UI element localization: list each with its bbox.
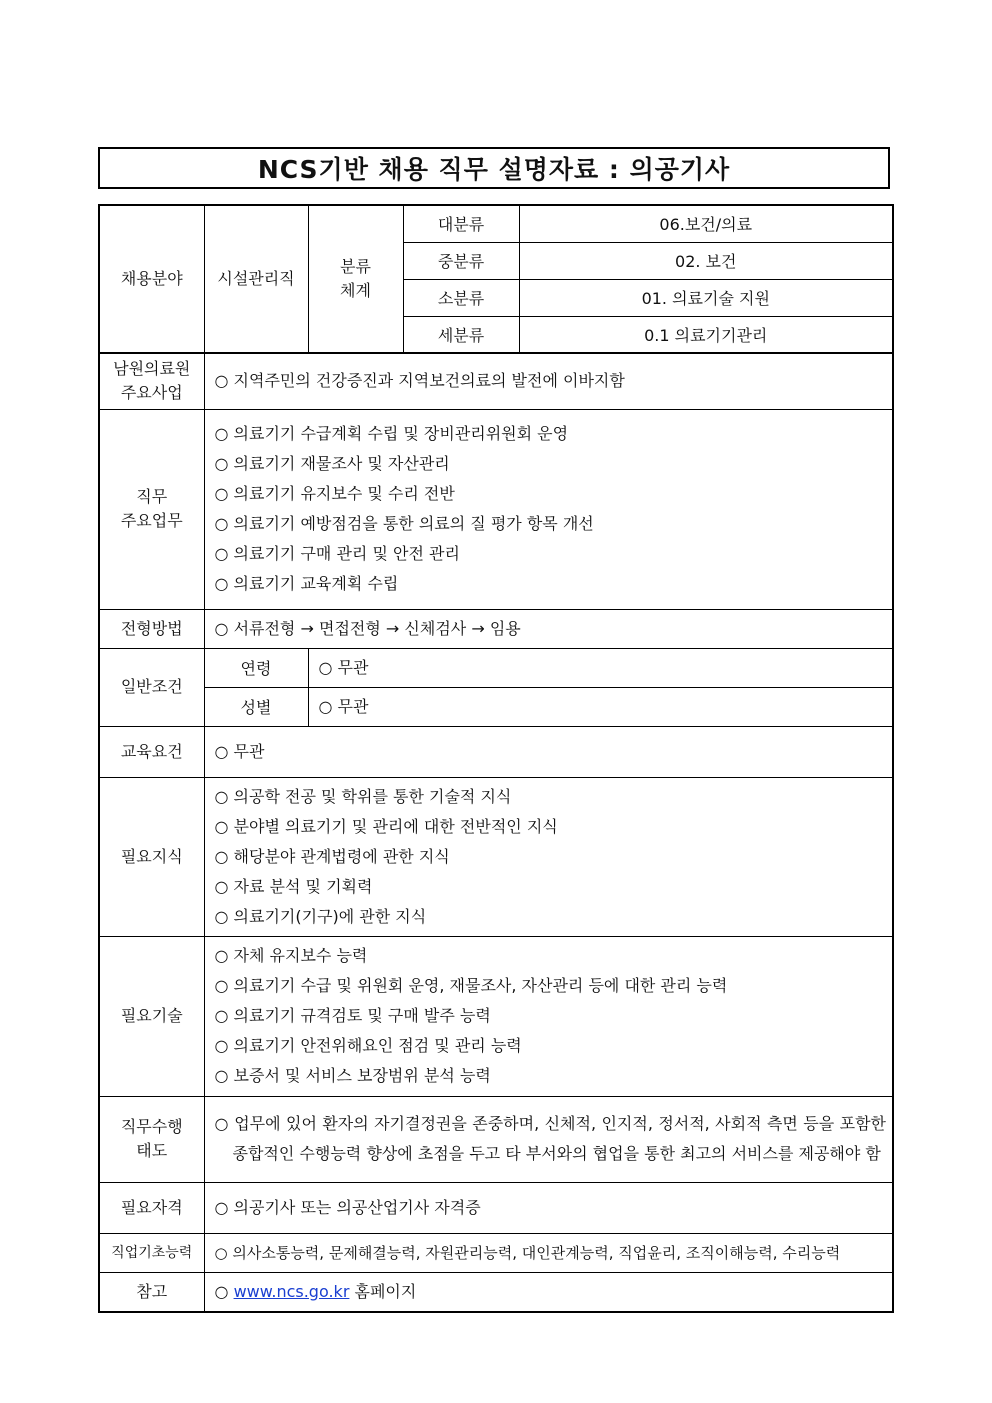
education-text: ○ 무관 xyxy=(204,726,893,777)
license-label: 필요자격 xyxy=(99,1182,204,1233)
classification-label-line1: 분류 xyxy=(340,257,371,276)
education-label: 교육요건 xyxy=(99,726,204,777)
list-item: ○ 의료기기 규격검토 및 구매 발주 능력 xyxy=(214,1006,491,1025)
basic-label: 직업기초능력 xyxy=(99,1233,204,1272)
general-row-age xyxy=(99,648,893,687)
category-value: 06.보건/의료 xyxy=(519,205,893,242)
list-item: ○ 의료기기 교육계획 수립 xyxy=(214,574,399,593)
sex-label: 성별 xyxy=(204,687,308,726)
list-item: ○ 의료기기 예방점검을 통한 의료의 질 평가 항목 개선 xyxy=(214,514,594,533)
age-label: 연령 xyxy=(204,648,308,687)
category-key: 세분류 xyxy=(403,316,519,353)
list-item: ○ 해당분야 관계법령에 관한 지식 xyxy=(214,846,450,866)
category-value: 02. 보건 xyxy=(519,242,893,279)
general-row-sex xyxy=(99,687,893,726)
job-description-table xyxy=(98,204,894,1313)
basic-text: ○ 의사소통능력, 문제해결능력, 자원관리능력, 대인관계능력, 직업윤리, 조직이해능력, 수리능력 xyxy=(204,1233,893,1272)
license-text: ○ 의공기사 또는 의공산업기사 자격증 xyxy=(204,1182,893,1233)
age-value: ○ 무관 xyxy=(308,648,893,687)
category-key: 소분류 xyxy=(403,279,519,316)
attitude-label-line1: 직무수행 xyxy=(120,1117,183,1136)
arrow-icon: → xyxy=(385,618,400,638)
business-label xyxy=(99,353,204,409)
classification-system-label xyxy=(308,205,403,353)
duties-row xyxy=(99,409,893,609)
category-value: 01. 의료기술 지원 xyxy=(519,279,893,316)
list-item: ○ 의료기기 유지보수 및 수리 전반 xyxy=(214,484,455,503)
selection-step: 신체검사 xyxy=(404,618,467,638)
attitude-cell xyxy=(204,1096,893,1182)
business-text: ○ 지역주민의 건강증진과 지역보건의료의 발전에 이바지함 xyxy=(204,353,893,409)
license-row xyxy=(99,1182,893,1233)
reference-suffix: 홈페이지 xyxy=(354,1281,417,1301)
list-item: ○ 의공학 전공 및 학위를 통한 기술적 지식 xyxy=(214,786,512,806)
bullet: ○ xyxy=(214,1281,229,1301)
duties-label-line1: 직무 xyxy=(136,487,168,506)
general-label: 일반조건 xyxy=(99,648,204,726)
list-item: ○ 의료기기(기구)에 관한 지식 xyxy=(214,906,427,926)
reference-row xyxy=(99,1272,893,1312)
list-item: ○ 분야별 의료기기 및 관리에 대한 전반적인 지식 xyxy=(214,816,558,836)
bullet: ○ xyxy=(214,618,229,638)
selection-step: 면접전형 xyxy=(318,618,381,638)
skills-list xyxy=(204,936,893,1096)
skills-label: 필요기술 xyxy=(99,936,204,1096)
list-item: ○ 의료기기 구매 관리 및 안전 관리 xyxy=(214,544,460,563)
classification-label-line2: 체계 xyxy=(340,281,371,300)
reference-label: 참고 xyxy=(99,1272,204,1312)
knowledge-row xyxy=(99,777,893,936)
attitude-label-line2: 태도 xyxy=(136,1141,168,1160)
list-item: ○ 의료기기 수급 및 위원회 운영, 재물조사, 자산관리 등에 대한 관리 능력 xyxy=(214,976,728,995)
classification-row-1 xyxy=(99,205,893,242)
attitude-text: ○ 업무에 있어 환자의 자기결정권을 존중하며, 신체적, 인지적, 정서적, 사회적 측면 등을 포함한 종합적인 수행능력 향상에 초점을 두고 타 부서와의 협업을 통한 최고의 서비스를 제공해야 함 xyxy=(214,1114,886,1163)
knowledge-label: 필요지식 xyxy=(99,777,204,936)
list-item: ○ 의료기기 재물조사 및 자산관리 xyxy=(214,454,450,473)
duties-list xyxy=(204,409,893,609)
attitude-row xyxy=(99,1096,893,1182)
list-item: ○ 의료기기 수급계획 수립 및 장비관리위원회 운영 xyxy=(214,424,569,443)
business-label-line1: 남원의료원 xyxy=(113,359,191,379)
recruit-value: 시설관리직 xyxy=(204,205,308,353)
basic-row xyxy=(99,1233,893,1272)
arrow-icon: → xyxy=(300,618,314,638)
duties-label-line2: 주요업무 xyxy=(120,511,183,530)
category-key: 대분류 xyxy=(403,205,519,242)
attitude-label xyxy=(99,1096,204,1182)
selection-step: 임용 xyxy=(489,618,521,638)
business-row xyxy=(99,353,893,409)
sex-value: ○ 무관 xyxy=(308,687,893,726)
business-label-line2: 주요사업 xyxy=(120,383,183,403)
skills-row xyxy=(99,936,893,1096)
selection-steps xyxy=(204,609,893,648)
arrow-icon: → xyxy=(471,618,485,638)
recruit-label: 채용분야 xyxy=(99,205,204,353)
document-title: NCS기반 채용 직무 설명자료 : 의공기사 xyxy=(98,147,890,189)
selection-label: 전형방법 xyxy=(99,609,204,648)
reference-cell xyxy=(204,1272,893,1312)
category-key: 중분류 xyxy=(403,242,519,279)
duties-label xyxy=(99,409,204,609)
selection-step: 서류전형 xyxy=(233,618,296,638)
list-item: ○ 자체 유지보수 능력 xyxy=(214,946,368,965)
knowledge-list xyxy=(204,777,893,936)
education-row xyxy=(99,726,893,777)
ncs-website-link[interactable]: www.ncs.go.kr xyxy=(233,1281,350,1301)
list-item: ○ 보증서 및 서비스 보장범위 분석 능력 xyxy=(214,1066,491,1085)
selection-row xyxy=(99,609,893,648)
list-item: ○ 의료기기 안전위해요인 점검 및 관리 능력 xyxy=(214,1036,522,1055)
category-value: 0.1 의료기기관리 xyxy=(519,316,893,353)
list-item: ○ 자료 분석 및 기획력 xyxy=(214,876,373,896)
